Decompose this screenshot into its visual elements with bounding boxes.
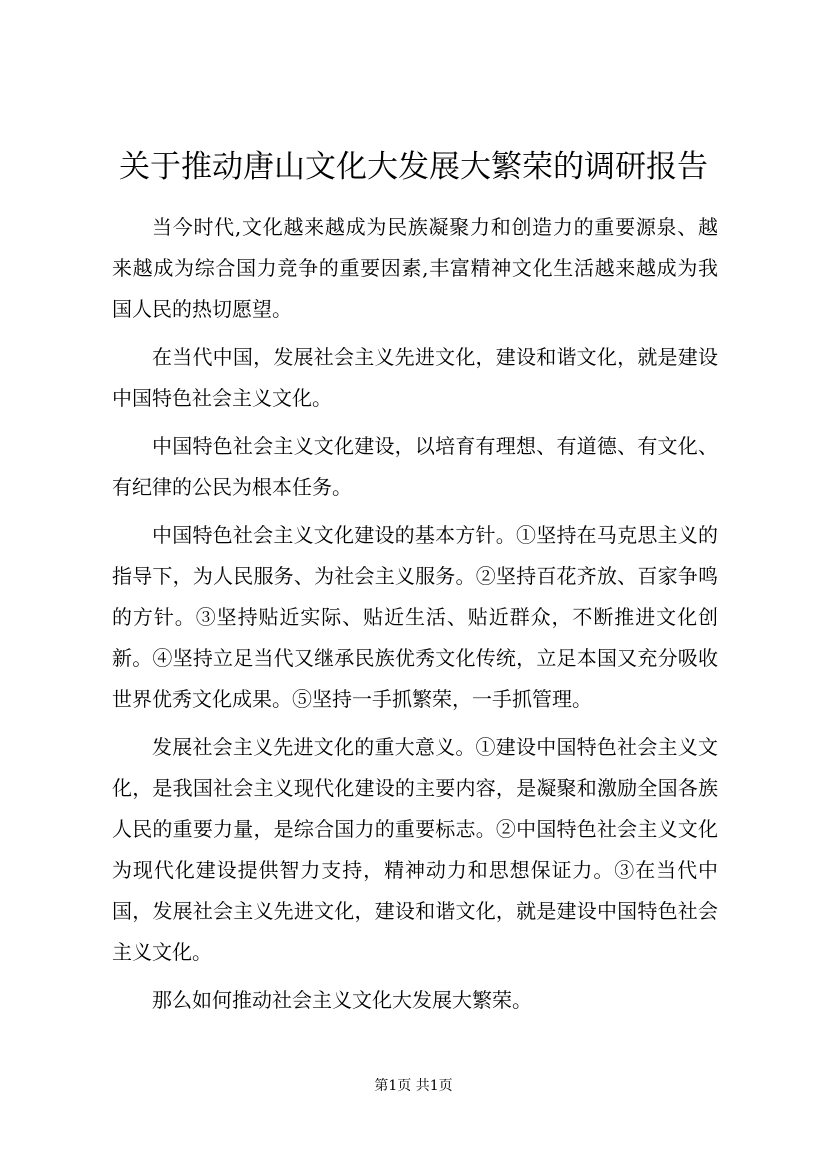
document-title: 关于推动唐山文化大发展大繁荣的调研报告	[119, 149, 708, 185]
paragraph: 中国特色社会主义文化建设的基本方针。①坚持在马克思主义的指导下，为人民服务、为社会主义服务。②坚持百花齐放、百家争鸣的方针。③坚持贴近实际、贴近生活、贴近群众，不断推进文化创新。④坚持立足当代又继承民族优秀文化传统，立足本国又充分吸收世界优秀文化成果。⑤坚持一手抓繁荣，一手抓管理。	[112, 523, 718, 711]
paragraph: 那么如何推动社会主义文化大发展大繁荣。	[152, 988, 532, 1012]
page-footer: 第1页 共1页	[374, 1078, 453, 1094]
document-body	[112, 207, 718, 1028]
paragraph: 中国特色社会主义文化建设，以培育有理想、有道德、有文化、有纪律的公民为根本任务。	[112, 434, 718, 499]
paragraph: 在当代中国，发展社会主义先进文化，建设和谐文化，就是建设中国特色社会主义文化。	[112, 345, 718, 410]
paragraph: 发展社会主义先进文化的重大意义。①建设中国特色社会主义文化，是我国社会主义现代化建设的主要内容，是凝聚和激励全国各族人民的重要力量，是综合国力的重要标志。②中国特色社会主义文化为现代化建设提供智力支持，精神动力和思想保证力。③在当代中国，发展社会主义先进文化，建设和谐文化，就是建设中国特色社会主义文化。	[112, 735, 718, 964]
paragraph: 当今时代,文化越来越成为民族凝聚力和创造力的重要源泉、越来越成为综合国力竞争的重要因素,丰富精神文化生活越来越成为我国人民的热切愿望。	[112, 215, 718, 321]
